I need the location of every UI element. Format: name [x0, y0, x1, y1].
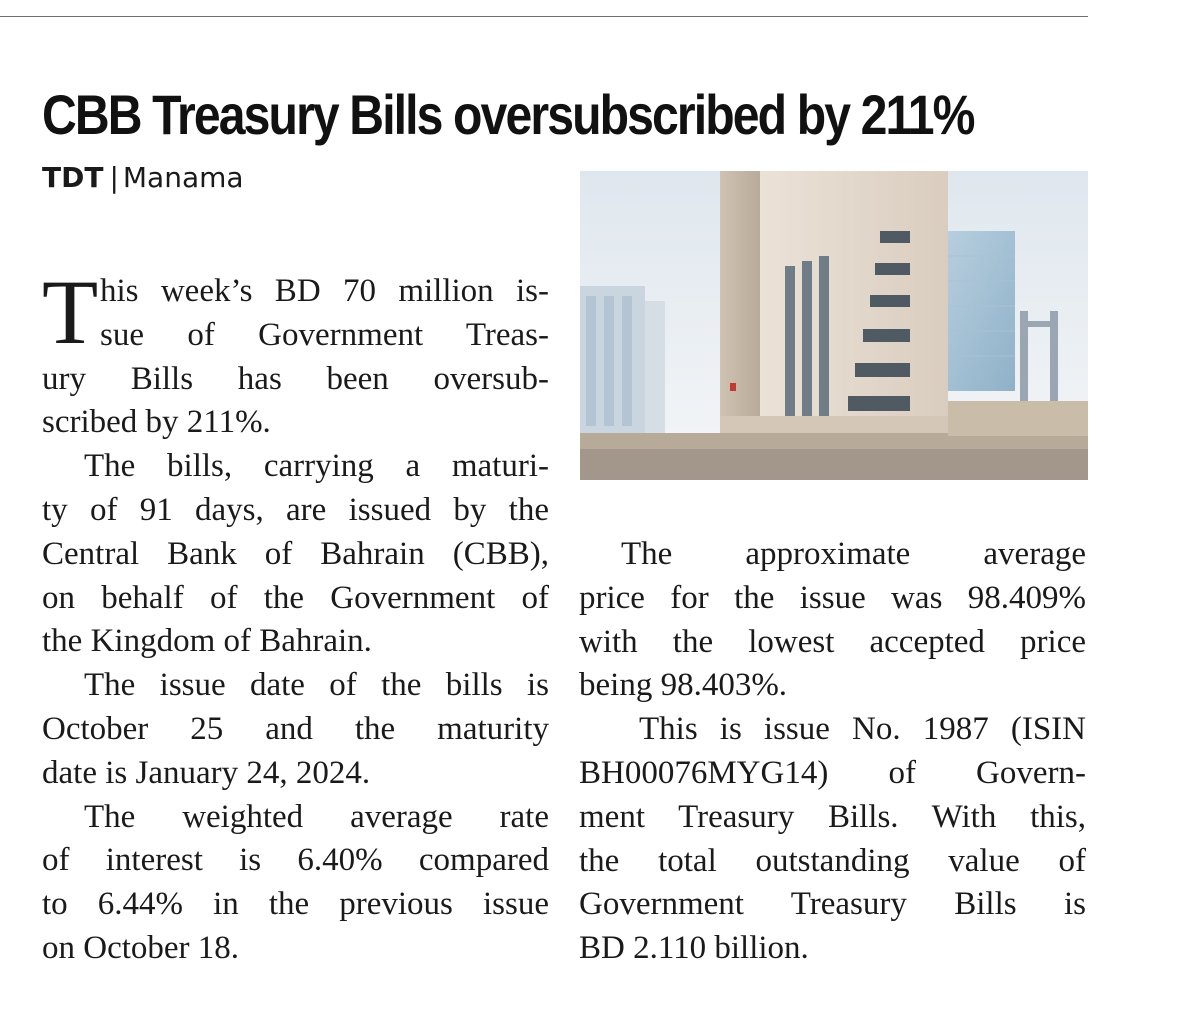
body-line: on behalf of the Government of [42, 579, 549, 616]
body-line: BH00076MYG14) of Govern- [579, 754, 1086, 791]
first-paragraph [42, 261, 549, 445]
body-line: October 25 and the maturity [42, 710, 549, 747]
body-line: of interest is 6.40% compared [42, 842, 549, 879]
body-line: Central Bank of Bahrain (CBB), [42, 535, 549, 572]
body-line: on October 18. [42, 929, 240, 966]
article-body-left-column [42, 261, 549, 971]
drop-cap-letter: T [42, 261, 99, 363]
article-headline: CBB Treasury Bills oversubscribed by 211% [42, 83, 974, 146]
fourth-paragraph [42, 796, 549, 971]
body-line: with the lowest accepted price [579, 623, 1086, 660]
body-line: The bills, carrying a maturi- [84, 448, 549, 485]
body-line: scribed by 211%. [42, 404, 271, 441]
body-line: The issue date of the bills is [84, 667, 549, 704]
body-line: Government Treasury Bills is [579, 886, 1086, 923]
central-bank-building-photo [580, 171, 1088, 480]
body-line: This is issue No. 1987 (ISIN [639, 711, 1086, 748]
article-byline [42, 160, 244, 196]
second-paragraph [42, 445, 549, 664]
sixth-paragraph [579, 708, 1086, 971]
fifth-paragraph [579, 533, 1086, 708]
byline-separator: | [109, 161, 119, 194]
building-illustration [580, 171, 1088, 480]
body-line: ment Treasury Bills. With this, [579, 798, 1086, 835]
body-line: The approximate average [621, 536, 1086, 572]
body-line: the Kingdom of Bahrain. [42, 623, 372, 660]
body-line: being 98.403%. [579, 667, 788, 704]
third-paragraph [42, 664, 549, 795]
article-body-right-column [579, 533, 1086, 971]
byline-agency: TDT [42, 161, 104, 194]
body-line: price for the issue was 98.409% [579, 579, 1086, 616]
body-line: the total outstanding value of [579, 842, 1086, 879]
body-line: BD 2.110 billion. [579, 930, 809, 967]
body-line: ty of 91 days, are issued by the [42, 491, 549, 528]
body-line: sue of Government Treas- [100, 316, 549, 353]
body-line: The weighted average rate [84, 798, 549, 835]
byline-location: Manama [122, 161, 244, 194]
top-divider-rule [0, 16, 1088, 17]
body-line: to 6.44% in the previous issue [42, 886, 549, 923]
body-line: ury Bills has been oversub- [42, 360, 549, 397]
body-line: his week’s BD 70 million is- [100, 273, 549, 309]
body-line: date is January 24, 2024. [42, 754, 371, 791]
